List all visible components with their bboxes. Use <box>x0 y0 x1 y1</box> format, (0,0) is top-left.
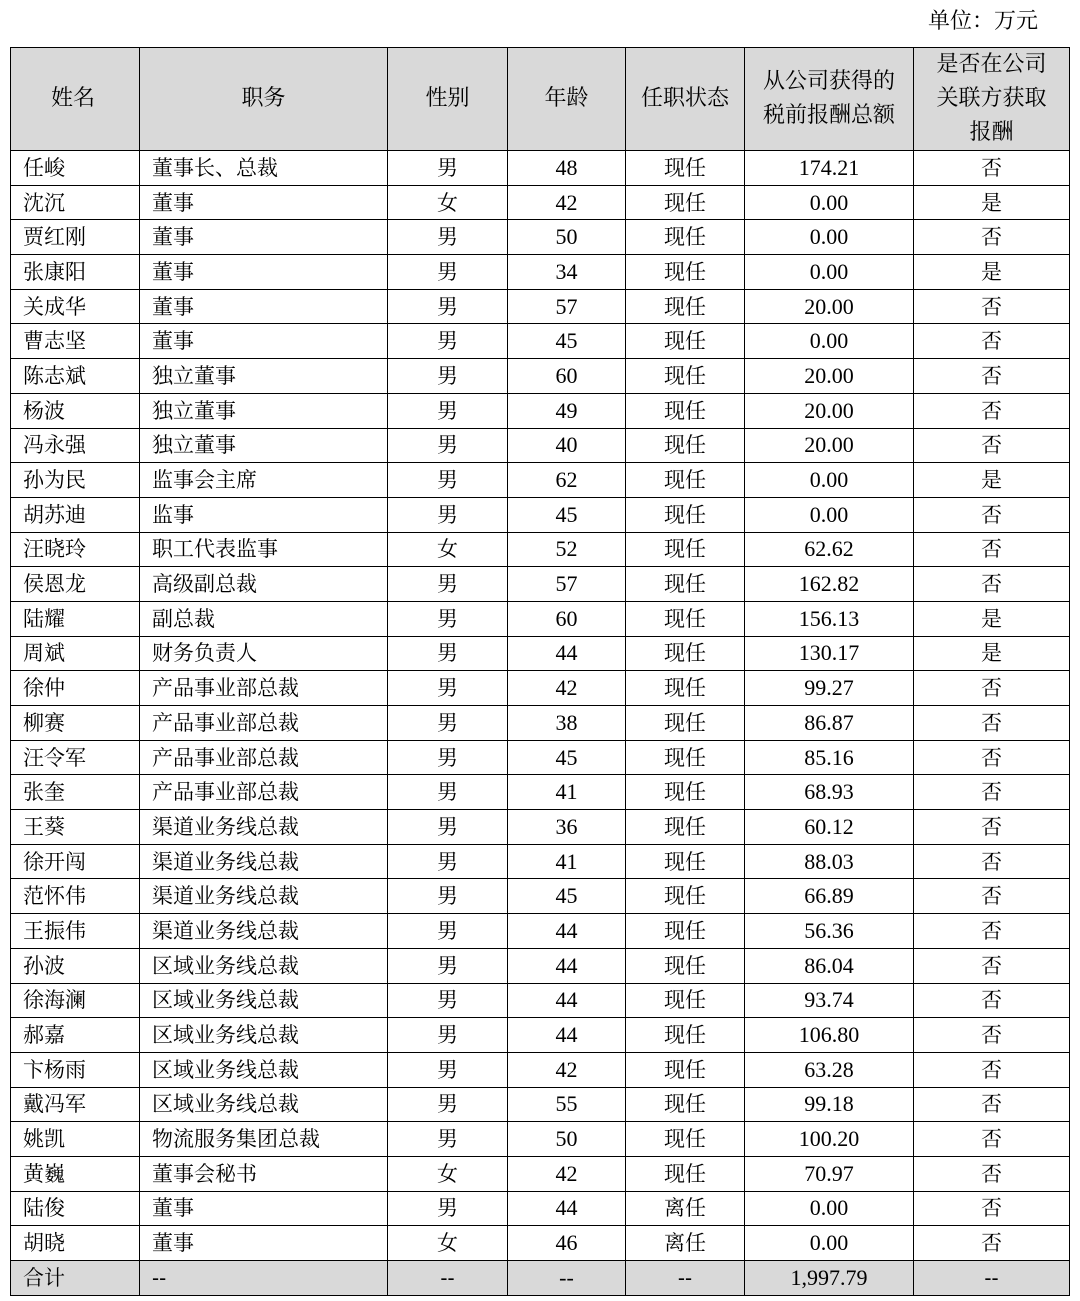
cell-name: 徐仲 <box>11 671 140 706</box>
cell-age: 60 <box>508 359 626 394</box>
cell-pay: 56.36 <box>745 914 914 949</box>
cell-title: 区域业务线总裁 <box>140 983 388 1018</box>
cell-title: 独立董事 <box>140 359 388 394</box>
cell-title: 渠道业务线总裁 <box>140 879 388 914</box>
cell-gender: 女 <box>388 1226 508 1261</box>
cell-related: 否 <box>914 1156 1070 1191</box>
cell-name: 张奎 <box>11 775 140 810</box>
cell-name: 陆耀 <box>11 601 140 636</box>
cell-gender: 女 <box>388 1156 508 1191</box>
header-status: 任职状态 <box>626 48 745 151</box>
cell-gender: 男 <box>388 1087 508 1122</box>
cell-status: 现任 <box>626 706 745 741</box>
cell-title: 区域业务线总裁 <box>140 1087 388 1122</box>
table-row <box>11 567 1070 602</box>
cell-age: 41 <box>508 775 626 810</box>
cell-gender: 男 <box>388 879 508 914</box>
table-row <box>11 1156 1070 1191</box>
cell-status: 现任 <box>626 1122 745 1157</box>
cell-pay: 0.00 <box>745 220 914 255</box>
table-row <box>11 1018 1070 1053</box>
cell-title: 监事会主席 <box>140 463 388 498</box>
cell-status: 现任 <box>626 359 745 394</box>
cell-title: 产品事业部总裁 <box>140 775 388 810</box>
cell-age: 44 <box>508 636 626 671</box>
cell-title: 区域业务线总裁 <box>140 1052 388 1087</box>
cell-name: 王葵 <box>11 810 140 845</box>
cell-pay: 20.00 <box>745 393 914 428</box>
cell-pay: 100.20 <box>745 1122 914 1157</box>
cell-age: 45 <box>508 324 626 359</box>
cell-age: 48 <box>508 151 626 186</box>
cell-title: 董事 <box>140 289 388 324</box>
cell-title: 财务负责人 <box>140 636 388 671</box>
cell-age: 52 <box>508 532 626 567</box>
header-name: 姓名 <box>11 48 140 151</box>
cell-related: 否 <box>914 567 1070 602</box>
table-row <box>11 844 1070 879</box>
cell-title: 董事 <box>140 185 388 220</box>
cell-name: 沈沉 <box>11 185 140 220</box>
cell-status: 现任 <box>626 775 745 810</box>
table-row <box>11 1052 1070 1087</box>
cell-gender: 男 <box>388 324 508 359</box>
table-row <box>11 255 1070 290</box>
total-row <box>11 1261 1070 1296</box>
cell-pay: 0.00 <box>745 463 914 498</box>
table-row <box>11 428 1070 463</box>
cell-pay: 106.80 <box>745 1018 914 1053</box>
cell-related: 否 <box>914 1052 1070 1087</box>
cell-status: 现任 <box>626 601 745 636</box>
cell-name: 周斌 <box>11 636 140 671</box>
table-row <box>11 151 1070 186</box>
cell-pay: 86.87 <box>745 706 914 741</box>
cell-gender: 男 <box>388 706 508 741</box>
cell-name: 曹志坚 <box>11 324 140 359</box>
cell-gender: 男 <box>388 1122 508 1157</box>
cell-status: 现任 <box>626 255 745 290</box>
cell-status: 现任 <box>626 810 745 845</box>
cell-name: 冯永强 <box>11 428 140 463</box>
cell-age: 36 <box>508 810 626 845</box>
cell-name: 王振伟 <box>11 914 140 949</box>
table-row <box>11 983 1070 1018</box>
cell-pay: 85.16 <box>745 740 914 775</box>
cell-gender: 男 <box>388 636 508 671</box>
cell-name: 侯恩龙 <box>11 567 140 602</box>
cell-related: 否 <box>914 983 1070 1018</box>
cell-related: 否 <box>914 1226 1070 1261</box>
cell-related: 否 <box>914 1018 1070 1053</box>
cell-pay: 63.28 <box>745 1052 914 1087</box>
cell-age: 45 <box>508 879 626 914</box>
cell-related: 否 <box>914 532 1070 567</box>
cell-gender: 男 <box>388 497 508 532</box>
cell-status: 现任 <box>626 914 745 949</box>
cell-gender: -- <box>388 1261 508 1296</box>
cell-age: 45 <box>508 497 626 532</box>
cell-age: 40 <box>508 428 626 463</box>
cell-related: 否 <box>914 359 1070 394</box>
cell-name: 任峻 <box>11 151 140 186</box>
cell-name: 柳赛 <box>11 706 140 741</box>
cell-title: -- <box>140 1261 388 1296</box>
cell-title: 职工代表监事 <box>140 532 388 567</box>
cell-gender: 男 <box>388 289 508 324</box>
cell-related: 否 <box>914 497 1070 532</box>
cell-status: 现任 <box>626 393 745 428</box>
cell-status: 离任 <box>626 1226 745 1261</box>
cell-pay: 156.13 <box>745 601 914 636</box>
table-row <box>11 532 1070 567</box>
cell-age: 44 <box>508 948 626 983</box>
table-row <box>11 1226 1070 1261</box>
cell-name: 徐开闯 <box>11 844 140 879</box>
cell-pay: 162.82 <box>745 567 914 602</box>
compensation-table <box>10 47 1070 1296</box>
cell-related: 否 <box>914 775 1070 810</box>
cell-related: 是 <box>914 601 1070 636</box>
cell-related: 否 <box>914 671 1070 706</box>
cell-status: 现任 <box>626 844 745 879</box>
cell-age: 62 <box>508 463 626 498</box>
cell-related: 否 <box>914 844 1070 879</box>
cell-related: 否 <box>914 1191 1070 1226</box>
cell-pay: 20.00 <box>745 289 914 324</box>
cell-status: 现任 <box>626 532 745 567</box>
cell-pay: 68.93 <box>745 775 914 810</box>
cell-name: 姚凯 <box>11 1122 140 1157</box>
header-pay: 从公司获得的税前报酬总额 <box>745 48 914 151</box>
cell-age: 49 <box>508 393 626 428</box>
cell-status: 现任 <box>626 1052 745 1087</box>
cell-related: 否 <box>914 1087 1070 1122</box>
cell-status: 现任 <box>626 185 745 220</box>
cell-pay: 66.89 <box>745 879 914 914</box>
table-row <box>11 601 1070 636</box>
cell-name: 郝嘉 <box>11 1018 140 1053</box>
cell-title: 物流服务集团总裁 <box>140 1122 388 1157</box>
cell-gender: 女 <box>388 185 508 220</box>
cell-related: 否 <box>914 1122 1070 1157</box>
cell-title: 董事 <box>140 220 388 255</box>
cell-gender: 男 <box>388 810 508 845</box>
cell-title: 区域业务线总裁 <box>140 948 388 983</box>
cell-gender: 男 <box>388 740 508 775</box>
cell-related: 否 <box>914 914 1070 949</box>
cell-age: 57 <box>508 289 626 324</box>
header-title: 职务 <box>140 48 388 151</box>
table-row <box>11 185 1070 220</box>
cell-name: 胡苏迪 <box>11 497 140 532</box>
cell-name: 张康阳 <box>11 255 140 290</box>
cell-title: 渠道业务线总裁 <box>140 914 388 949</box>
table-row <box>11 359 1070 394</box>
header-related: 是否在公司关联方获取报酬 <box>914 48 1070 151</box>
cell-title: 产品事业部总裁 <box>140 706 388 741</box>
cell-related: 否 <box>914 151 1070 186</box>
cell-name: 关成华 <box>11 289 140 324</box>
cell-pay: 0.00 <box>745 255 914 290</box>
cell-related: 否 <box>914 810 1070 845</box>
cell-related: 否 <box>914 428 1070 463</box>
cell-status: 现任 <box>626 1018 745 1053</box>
cell-pay: 0.00 <box>745 497 914 532</box>
table-row <box>11 810 1070 845</box>
cell-name: 陆俊 <box>11 1191 140 1226</box>
cell-pay: 1,997.79 <box>745 1261 914 1296</box>
cell-gender: 男 <box>388 1052 508 1087</box>
cell-age: 46 <box>508 1226 626 1261</box>
cell-age: 45 <box>508 740 626 775</box>
cell-title: 董事 <box>140 1226 388 1261</box>
cell-gender: 女 <box>388 532 508 567</box>
cell-age: 42 <box>508 185 626 220</box>
cell-age: 34 <box>508 255 626 290</box>
cell-name: 黄巍 <box>11 1156 140 1191</box>
cell-status: 现任 <box>626 324 745 359</box>
cell-name: 范怀伟 <box>11 879 140 914</box>
table-row <box>11 914 1070 949</box>
cell-related: 是 <box>914 185 1070 220</box>
cell-pay: 60.12 <box>745 810 914 845</box>
cell-gender: 男 <box>388 220 508 255</box>
table-row <box>11 289 1070 324</box>
cell-related: 否 <box>914 289 1070 324</box>
cell-gender: 男 <box>388 844 508 879</box>
cell-pay: 0.00 <box>745 185 914 220</box>
cell-gender: 男 <box>388 1018 508 1053</box>
table-row <box>11 740 1070 775</box>
cell-name: 汪令军 <box>11 740 140 775</box>
cell-title: 产品事业部总裁 <box>140 740 388 775</box>
cell-gender: 男 <box>388 151 508 186</box>
table-row <box>11 1122 1070 1157</box>
cell-status: -- <box>626 1261 745 1296</box>
cell-status: 现任 <box>626 463 745 498</box>
unit-label: 单位：万元 <box>927 9 1038 34</box>
cell-status: 离任 <box>626 1191 745 1226</box>
cell-gender: 男 <box>388 671 508 706</box>
cell-gender: 男 <box>388 463 508 498</box>
cell-related: 是 <box>914 636 1070 671</box>
cell-related: 否 <box>914 220 1070 255</box>
cell-related: 否 <box>914 706 1070 741</box>
cell-title: 董事会秘书 <box>140 1156 388 1191</box>
cell-pay: 99.27 <box>745 671 914 706</box>
cell-title: 董事 <box>140 255 388 290</box>
table-row <box>11 671 1070 706</box>
cell-related: 否 <box>914 393 1070 428</box>
cell-gender: 男 <box>388 393 508 428</box>
cell-gender: 男 <box>388 948 508 983</box>
cell-status: 现任 <box>626 151 745 186</box>
cell-title: 董事 <box>140 324 388 359</box>
table-row <box>11 1191 1070 1226</box>
table-header-row <box>11 48 1070 151</box>
cell-title: 渠道业务线总裁 <box>140 810 388 845</box>
cell-age: 42 <box>508 671 626 706</box>
cell-age: 38 <box>508 706 626 741</box>
cell-gender: 男 <box>388 567 508 602</box>
cell-pay: 20.00 <box>745 359 914 394</box>
cell-name: 陈志斌 <box>11 359 140 394</box>
cell-age: 57 <box>508 567 626 602</box>
table-row <box>11 324 1070 359</box>
cell-status: 现任 <box>626 636 745 671</box>
cell-title: 区域业务线总裁 <box>140 1018 388 1053</box>
cell-title: 高级副总裁 <box>140 567 388 602</box>
header-age: 年龄 <box>508 48 626 151</box>
cell-pay: 88.03 <box>745 844 914 879</box>
cell-name: 卞杨雨 <box>11 1052 140 1087</box>
cell-gender: 男 <box>388 428 508 463</box>
cell-age: 42 <box>508 1156 626 1191</box>
cell-pay: 174.21 <box>745 151 914 186</box>
cell-gender: 男 <box>388 601 508 636</box>
cell-age: -- <box>508 1261 626 1296</box>
cell-name: 徐海澜 <box>11 983 140 1018</box>
cell-related: 否 <box>914 740 1070 775</box>
cell-pay: 62.62 <box>745 532 914 567</box>
cell-gender: 男 <box>388 914 508 949</box>
cell-age: 44 <box>508 1191 626 1226</box>
cell-age: 41 <box>508 844 626 879</box>
cell-gender: 男 <box>388 359 508 394</box>
cell-age: 44 <box>508 1018 626 1053</box>
cell-status: 现任 <box>626 1156 745 1191</box>
table-row <box>11 706 1070 741</box>
table-row <box>11 1087 1070 1122</box>
cell-status: 现任 <box>626 567 745 602</box>
cell-age: 50 <box>508 1122 626 1157</box>
table-row <box>11 220 1070 255</box>
cell-status: 现任 <box>626 948 745 983</box>
cell-title: 董事长、总裁 <box>140 151 388 186</box>
cell-related: 是 <box>914 463 1070 498</box>
cell-status: 现任 <box>626 428 745 463</box>
table-row <box>11 775 1070 810</box>
table-row <box>11 879 1070 914</box>
cell-name: 贾红刚 <box>11 220 140 255</box>
cell-pay: 130.17 <box>745 636 914 671</box>
cell-gender: 男 <box>388 1191 508 1226</box>
cell-name: 汪晓玲 <box>11 532 140 567</box>
cell-name: 孙为民 <box>11 463 140 498</box>
cell-pay: 86.04 <box>745 948 914 983</box>
cell-age: 55 <box>508 1087 626 1122</box>
cell-title: 独立董事 <box>140 393 388 428</box>
cell-title: 独立董事 <box>140 428 388 463</box>
cell-gender: 男 <box>388 775 508 810</box>
table-row <box>11 463 1070 498</box>
cell-title: 监事 <box>140 497 388 532</box>
cell-status: 现任 <box>626 879 745 914</box>
table-body <box>11 151 1070 1296</box>
header-gender: 性别 <box>388 48 508 151</box>
cell-age: 50 <box>508 220 626 255</box>
cell-name: 戴冯军 <box>11 1087 140 1122</box>
cell-name: 胡晓 <box>11 1226 140 1261</box>
cell-related: 否 <box>914 879 1070 914</box>
table-row <box>11 948 1070 983</box>
cell-status: 现任 <box>626 220 745 255</box>
cell-status: 现任 <box>626 497 745 532</box>
table-row <box>11 497 1070 532</box>
cell-age: 60 <box>508 601 626 636</box>
table-row <box>11 393 1070 428</box>
cell-title: 产品事业部总裁 <box>140 671 388 706</box>
cell-age: 44 <box>508 983 626 1018</box>
cell-pay: 99.18 <box>745 1087 914 1122</box>
cell-name: 孙波 <box>11 948 140 983</box>
cell-gender: 男 <box>388 983 508 1018</box>
cell-pay: 93.74 <box>745 983 914 1018</box>
cell-pay: 0.00 <box>745 1191 914 1226</box>
cell-age: 44 <box>508 914 626 949</box>
cell-gender: 男 <box>388 255 508 290</box>
cell-title: 副总裁 <box>140 601 388 636</box>
cell-title: 董事 <box>140 1191 388 1226</box>
cell-pay: 20.00 <box>745 428 914 463</box>
cell-status: 现任 <box>626 1087 745 1122</box>
cell-related: -- <box>914 1261 1070 1296</box>
cell-title: 渠道业务线总裁 <box>140 844 388 879</box>
cell-status: 现任 <box>626 671 745 706</box>
cell-pay: 0.00 <box>745 1226 914 1261</box>
cell-status: 现任 <box>626 983 745 1018</box>
cell-name: 合计 <box>11 1261 140 1296</box>
cell-status: 现任 <box>626 740 745 775</box>
cell-related: 否 <box>914 324 1070 359</box>
cell-status: 现任 <box>626 289 745 324</box>
cell-related: 否 <box>914 948 1070 983</box>
cell-pay: 0.00 <box>745 324 914 359</box>
table-row <box>11 636 1070 671</box>
cell-related: 是 <box>914 255 1070 290</box>
cell-name: 杨波 <box>11 393 140 428</box>
cell-pay: 70.97 <box>745 1156 914 1191</box>
cell-age: 42 <box>508 1052 626 1087</box>
